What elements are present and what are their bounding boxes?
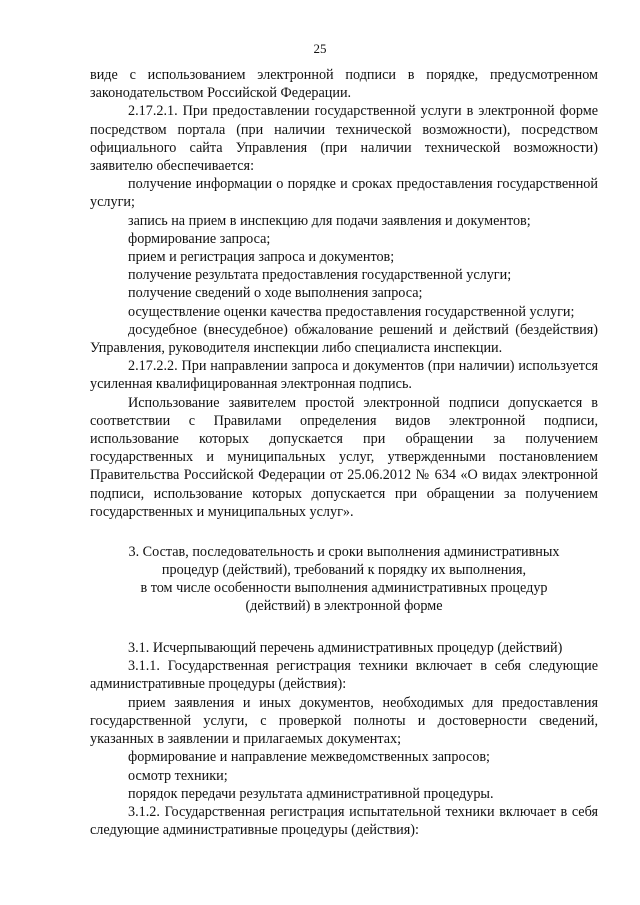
section-heading-line: (действий) в электронной форме bbox=[245, 598, 443, 615]
list-item: получение информации о порядке и сроках предоставления государственной услуги; bbox=[90, 176, 598, 211]
list-item: формирование и направление межведомственных запросов; bbox=[128, 749, 490, 766]
section-heading-line: 3. Состав, последовательность и сроки выполнения административных bbox=[128, 544, 560, 561]
list-item: прием и регистрация запроса и документов; bbox=[128, 249, 395, 266]
document-body bbox=[90, 66, 598, 839]
list-item: формирование запроса; bbox=[128, 230, 271, 247]
section-heading-line: в том числе особенности выполнения административных процедур bbox=[140, 580, 548, 597]
list-item: получение результата предоставления государственной услуги; bbox=[128, 267, 512, 284]
list-item: запись на прием в инспекцию для подачи заявления и документов; bbox=[128, 212, 531, 229]
section-heading bbox=[90, 543, 598, 615]
paragraph: 3.1. Исчерпывающий перечень административных процедур (действий) bbox=[128, 640, 563, 657]
list-item: осмотр техники; bbox=[128, 767, 228, 784]
paragraph: 2.17.2.2. При направлении запроса и документов (при наличии) используется усиленная квалифицированная электронная подпись. bbox=[90, 358, 598, 393]
list-item: прием заявления и иных документов, необходимых для предоставления государственной услуги, с проверкой полноты и достоверности сведений, указанных в заявлении и прилагаемых документах; bbox=[90, 694, 598, 748]
list-item: получение сведений о ходе выполнения запроса; bbox=[128, 285, 423, 302]
paragraph: виде с использованием электронной подписи в порядке, предусмотренном законодательством Российской Федерации. bbox=[90, 67, 598, 102]
paragraph: 3.1.2. Государственная регистрация испытательной техники включает в себя следующие административные процедуры (действия): bbox=[90, 803, 598, 839]
section-heading-line: процедур (действий), требований к порядку их выполнения, bbox=[161, 562, 527, 579]
page-number: 25 bbox=[313, 41, 327, 56]
list-item: осуществление оценки качества предоставления государственной услуги; bbox=[128, 303, 575, 320]
list-item: порядок передачи результата административной процедуры. bbox=[128, 785, 494, 802]
paragraph: 3.1.1. Государственная регистрация техники включает в себя следующие административные процедуры (действия): bbox=[90, 658, 598, 693]
list-item: досудебное (внесудебное) обжалование решений и действий (бездействия) Управления, руководителя инспекции либо специалиста инспекции. bbox=[90, 321, 598, 357]
paragraph: Использование заявителем простой электронной подписи допускается в соответствии с Правилами определения видов электронной подписи, использование которых допускается при обращении за получением государственных и муниципальных услуг, утвержденными постановлением Правительства Российской Федерации от 25.06.2012 № 634 «О видах электронной подписи, использование которых допускается при обращении за получением государственных и муниципальных услуг». bbox=[90, 394, 598, 520]
paragraph: 2.17.2.1. При предоставлении государственной услуги в электронной форме посредством портала (при наличии технической возможности), посредством официального сайта Управления (при наличии технической возможности) заявителю обеспечивается: bbox=[90, 103, 598, 175]
